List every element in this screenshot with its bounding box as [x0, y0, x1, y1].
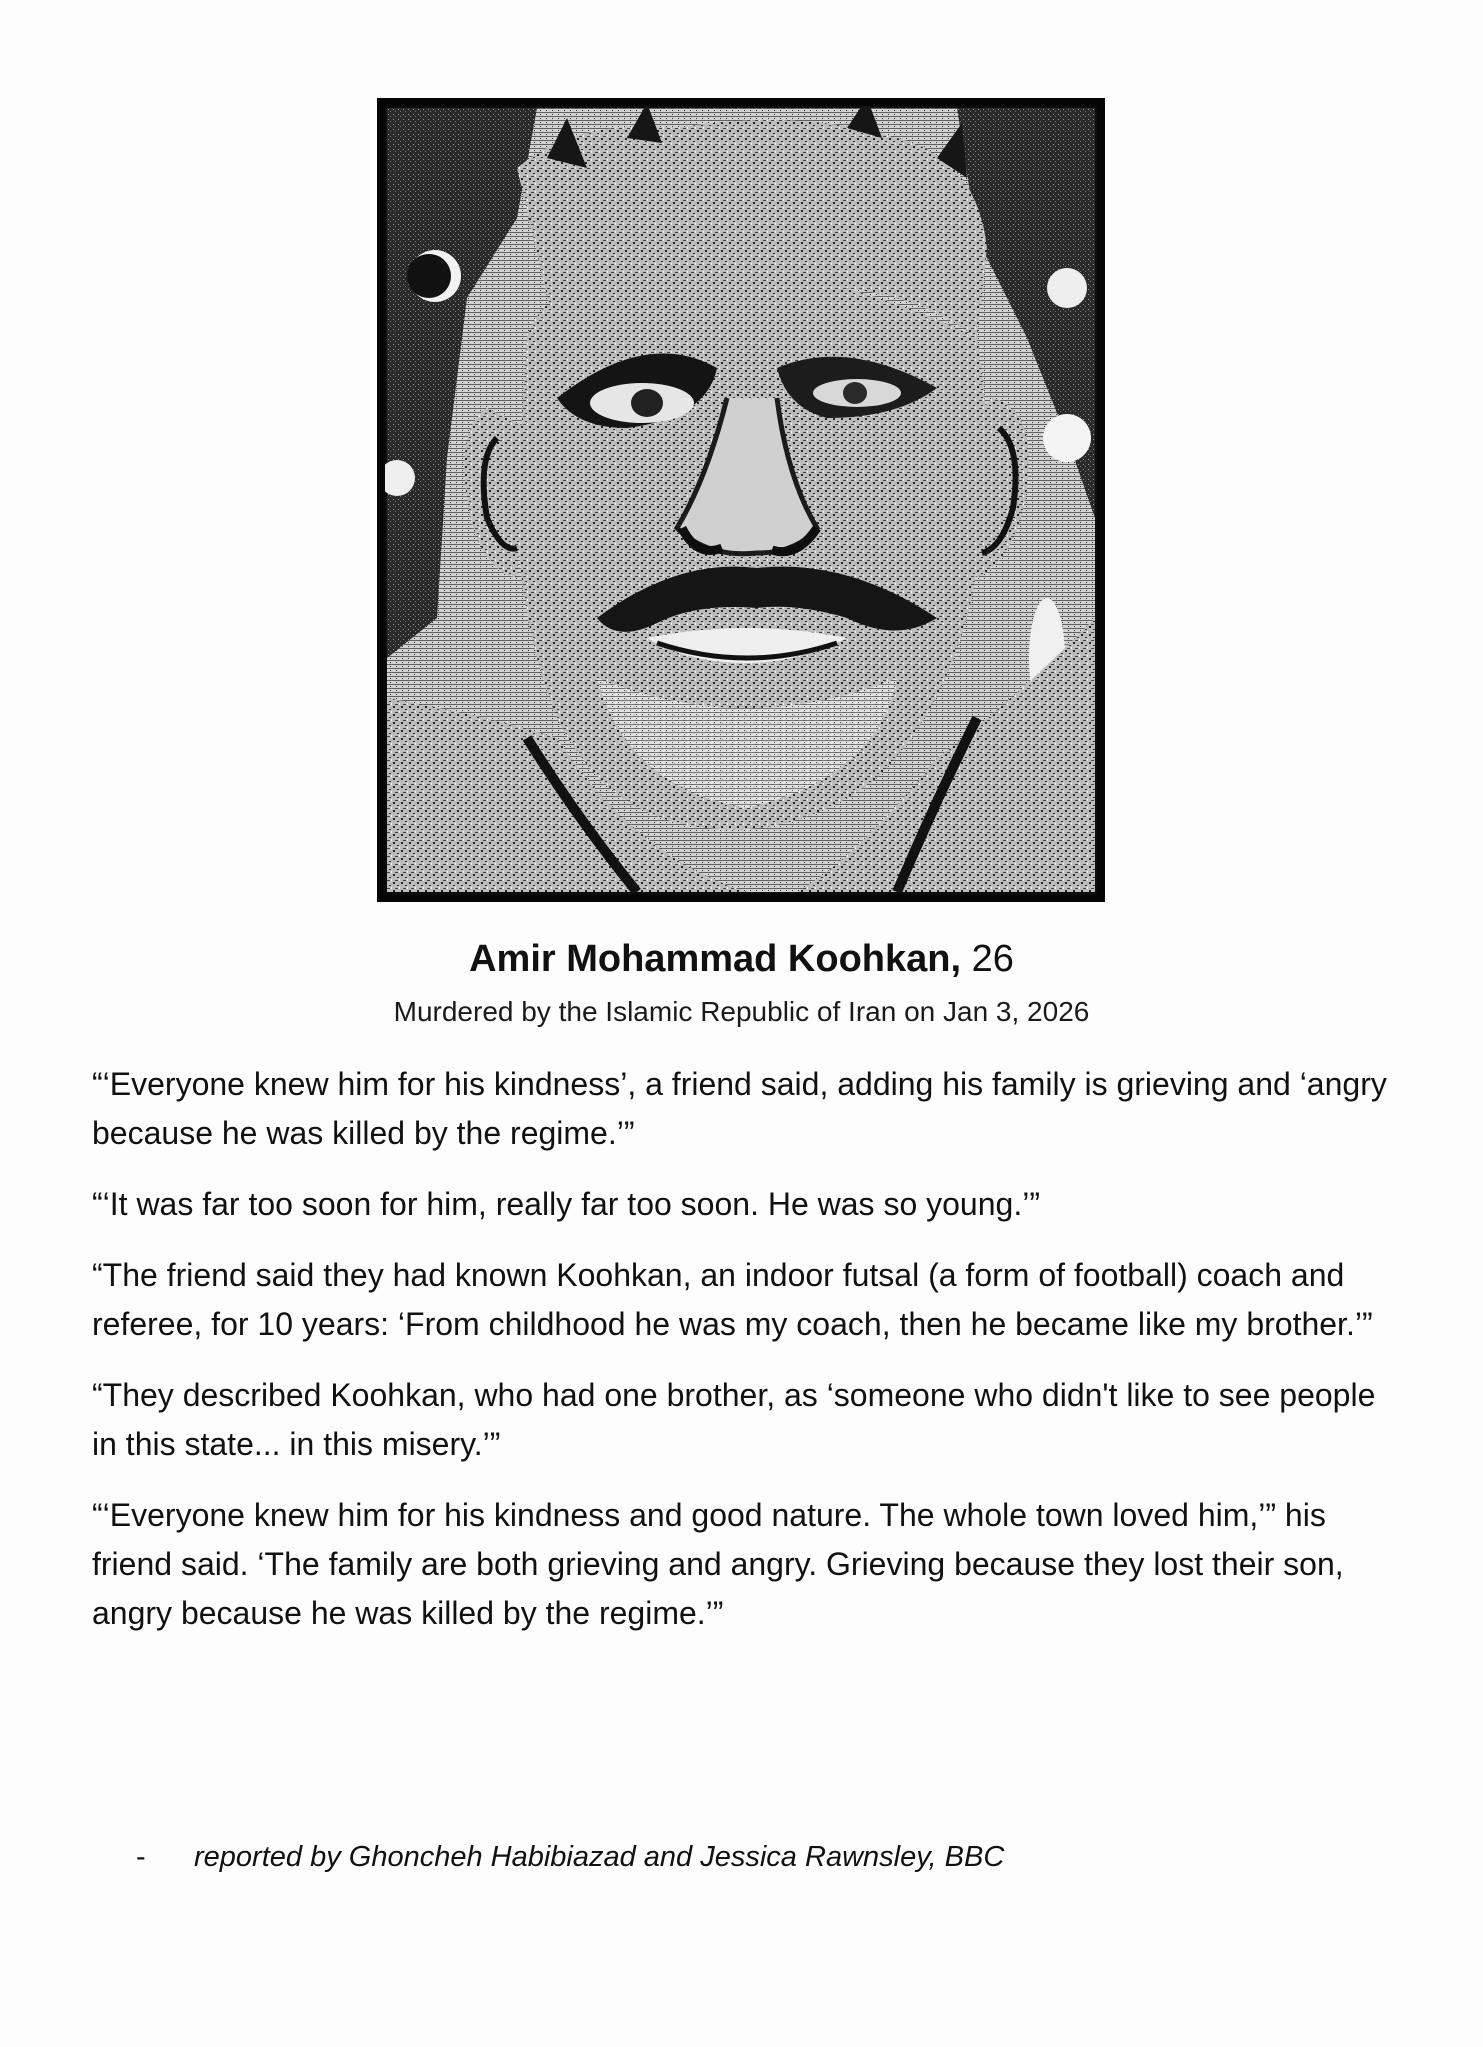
quote-paragraph: “They described Koohkan, who had one brother, as ‘someone who didn't like to see people in this state... in this misery.’” — [92, 1377, 1376, 1462]
person-age: 26 — [971, 938, 1014, 980]
quote-paragraph: “‘Everyone knew him for his kindness’, a friend said, adding his family is grieving and ‘angry because he was killed by the regime.’” — [92, 1066, 1387, 1151]
quotes-section — [92, 1060, 1402, 1660]
source-credit — [136, 1838, 1004, 1876]
name-heading — [0, 936, 1483, 982]
credit-dash: - — [136, 1841, 146, 1873]
portrait-image — [377, 98, 1105, 902]
portrait-drawing — [377, 98, 1105, 902]
credit-text: reported by Ghoncheh Habibiazad and Jessica Rawnsley, BBC — [194, 1841, 1005, 1873]
quote-paragraph: “‘It was far too soon for him, really far too soon. He was so young.’” — [92, 1186, 1040, 1222]
person-name: Amir Mohammad Koohkan, — [469, 938, 962, 980]
death-subtitle: Murdered by the Islamic Republic of Iran on Jan 3, 2026 — [393, 996, 1090, 1027]
quote-paragraph: “‘Everyone knew him for his kindness and good nature. The whole town loved him,’” his friend said. ‘The family are both grieving and angry. Grieving because they lost their son, angry because he was killed by the regime.’” — [92, 1497, 1344, 1631]
quote-paragraph: “The friend said they had known Koohkan, an indoor futsal (a form of football) coach and referee, for 10 years: ‘From childhood he was my coach, then he became like my brother.’” — [92, 1257, 1373, 1342]
